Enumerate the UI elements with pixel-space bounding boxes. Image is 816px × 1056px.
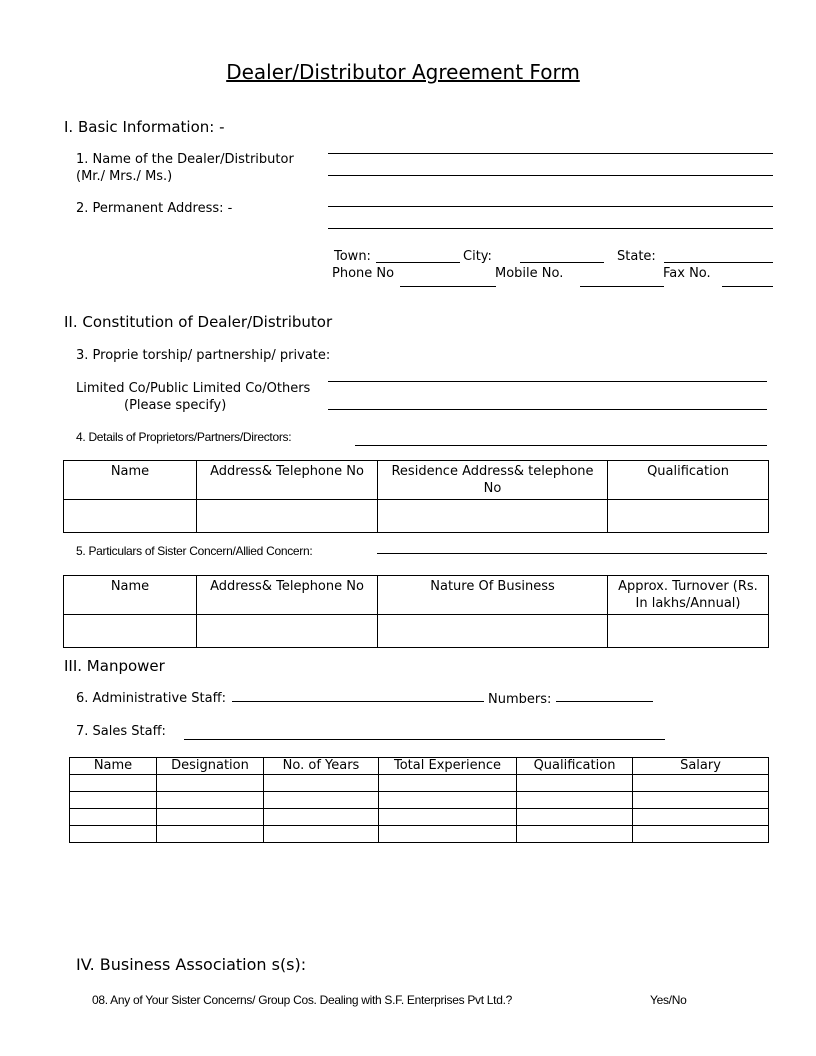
dealer-name-salutation-label: (Mr./ Mrs./ Ms.) xyxy=(76,169,173,184)
numbers-label: Numbers: xyxy=(488,692,552,707)
table-input-cell[interactable] xyxy=(197,500,378,533)
page-title: Dealer/Distributor Agreement Form xyxy=(226,60,580,84)
permanent-address-label: 2. Permanent Address: - xyxy=(76,201,233,216)
limited-co-label: Limited Co/Public Limited Co/Others xyxy=(76,381,311,396)
constitution-type-label: 3. Proprie torship/ partnership/ private: xyxy=(76,348,331,363)
table-header-cell: Name xyxy=(64,461,197,500)
table-header-cell: Address& Telephone No xyxy=(197,461,378,500)
table-header-cell: Residence Address& telephone No xyxy=(378,461,608,500)
table-input-cell[interactable] xyxy=(64,615,197,648)
table-row xyxy=(70,775,769,792)
table-header-cell: Approx. Turnover (Rs. In lakhs/Annual) xyxy=(608,576,769,615)
table-header-cell: Total Experience xyxy=(379,758,517,775)
table-header-cell: Name xyxy=(70,758,157,775)
table-input-cell[interactable] xyxy=(517,792,633,809)
table-header-cell: Name xyxy=(64,576,197,615)
table-input-cell[interactable] xyxy=(378,500,608,533)
table-input-cell[interactable] xyxy=(197,615,378,648)
sales-staff-label: 7. Sales Staff: xyxy=(76,724,166,739)
sister-concern-table xyxy=(63,575,769,648)
phone-field-line[interactable] xyxy=(400,286,496,287)
table-row xyxy=(70,792,769,809)
table-input-cell[interactable] xyxy=(264,792,379,809)
sister-concern-field-line[interactable] xyxy=(377,553,767,554)
table-input-cell[interactable] xyxy=(517,775,633,792)
address-field-line-2[interactable] xyxy=(328,228,773,229)
sales-staff-field-line[interactable] xyxy=(184,739,665,740)
phone-label: Phone No xyxy=(332,266,395,281)
dealer-name-label: 1. Name of the Dealer/Distributor xyxy=(76,152,294,167)
administrative-staff-field-line[interactable] xyxy=(232,701,484,702)
constitution-field-line-1[interactable] xyxy=(328,381,767,382)
table-input-cell[interactable] xyxy=(379,826,517,843)
table-input-cell[interactable] xyxy=(157,792,264,809)
administrative-staff-label: 6. Administrative Staff: xyxy=(76,691,226,706)
table-header-cell: No. of Years xyxy=(264,758,379,775)
state-field-line[interactable] xyxy=(664,262,773,263)
table-input-cell[interactable] xyxy=(70,775,157,792)
table-input-cell[interactable] xyxy=(608,615,769,648)
table-input-cell[interactable] xyxy=(264,775,379,792)
fax-label: Fax No. xyxy=(663,266,711,281)
city-label: City: xyxy=(463,249,492,264)
table-input-cell[interactable] xyxy=(70,792,157,809)
numbers-field-line[interactable] xyxy=(556,701,653,702)
town-field-line[interactable] xyxy=(376,262,460,263)
table-input-cell[interactable] xyxy=(157,775,264,792)
table-input-cell[interactable] xyxy=(633,792,769,809)
table-input-cell[interactable] xyxy=(70,809,157,826)
sister-concern-dealing-question: 08. Any of Your Sister Concerns/ Group Cos. Dealing with S.F. Enterprises Pvt Ltd.? xyxy=(92,993,512,1007)
table-header-cell: Qualification xyxy=(608,461,769,500)
table-header-cell: Qualification xyxy=(517,758,633,775)
table-input-cell[interactable] xyxy=(157,826,264,843)
proprietors-table xyxy=(63,460,769,533)
yes-no-option[interactable]: Yes/No xyxy=(650,993,687,1007)
table-input-cell[interactable] xyxy=(517,826,633,843)
address-field-line-1[interactable] xyxy=(328,206,773,207)
table-input-cell[interactable] xyxy=(70,826,157,843)
table-input-cell[interactable] xyxy=(378,615,608,648)
table-input-cell[interactable] xyxy=(64,500,197,533)
section-heading-manpower: III. Manpower xyxy=(64,657,165,675)
table-row xyxy=(70,809,769,826)
table-header-cell: Nature Of Business xyxy=(378,576,608,615)
city-field-line[interactable] xyxy=(520,262,604,263)
section-heading-basic-info: I. Basic Information: - xyxy=(64,118,225,136)
proprietors-details-field-line[interactable] xyxy=(355,445,767,446)
mobile-label: Mobile No. xyxy=(495,266,564,281)
manpower-table xyxy=(69,757,769,843)
table-input-cell[interactable] xyxy=(379,775,517,792)
table-input-cell[interactable] xyxy=(633,775,769,792)
table-input-cell[interactable] xyxy=(157,809,264,826)
table-input-cell[interactable] xyxy=(633,826,769,843)
fax-field-line[interactable] xyxy=(722,286,773,287)
town-label: Town: xyxy=(334,249,371,264)
section-heading-constitution: II. Constitution of Dealer/Distributor xyxy=(64,313,333,331)
state-label: State: xyxy=(617,249,656,264)
table-input-cell[interactable] xyxy=(633,809,769,826)
table-input-cell[interactable] xyxy=(264,809,379,826)
mobile-field-line[interactable] xyxy=(580,286,664,287)
constitution-field-line-2[interactable] xyxy=(328,409,767,410)
proprietors-details-label: 4. Details of Proprietors/Partners/Directors: xyxy=(76,430,292,444)
table-input-cell[interactable] xyxy=(517,809,633,826)
table-input-cell[interactable] xyxy=(379,809,517,826)
dealer-name-field-line-1[interactable] xyxy=(328,153,773,154)
table-header-cell: Designation xyxy=(157,758,264,775)
table-input-cell[interactable] xyxy=(608,500,769,533)
please-specify-label: (Please specify) xyxy=(124,398,227,413)
table-header-cell: Address& Telephone No xyxy=(197,576,378,615)
sister-concern-label: 5. Particulars of Sister Concern/Allied Concern: xyxy=(76,544,313,558)
section-heading-business-association: IV. Business Association s(s): xyxy=(76,955,307,974)
table-input-cell[interactable] xyxy=(264,826,379,843)
table-input-cell[interactable] xyxy=(379,792,517,809)
dealer-name-field-line-2[interactable] xyxy=(328,175,773,176)
table-row xyxy=(70,826,769,843)
table-header-cell: Salary xyxy=(633,758,769,775)
